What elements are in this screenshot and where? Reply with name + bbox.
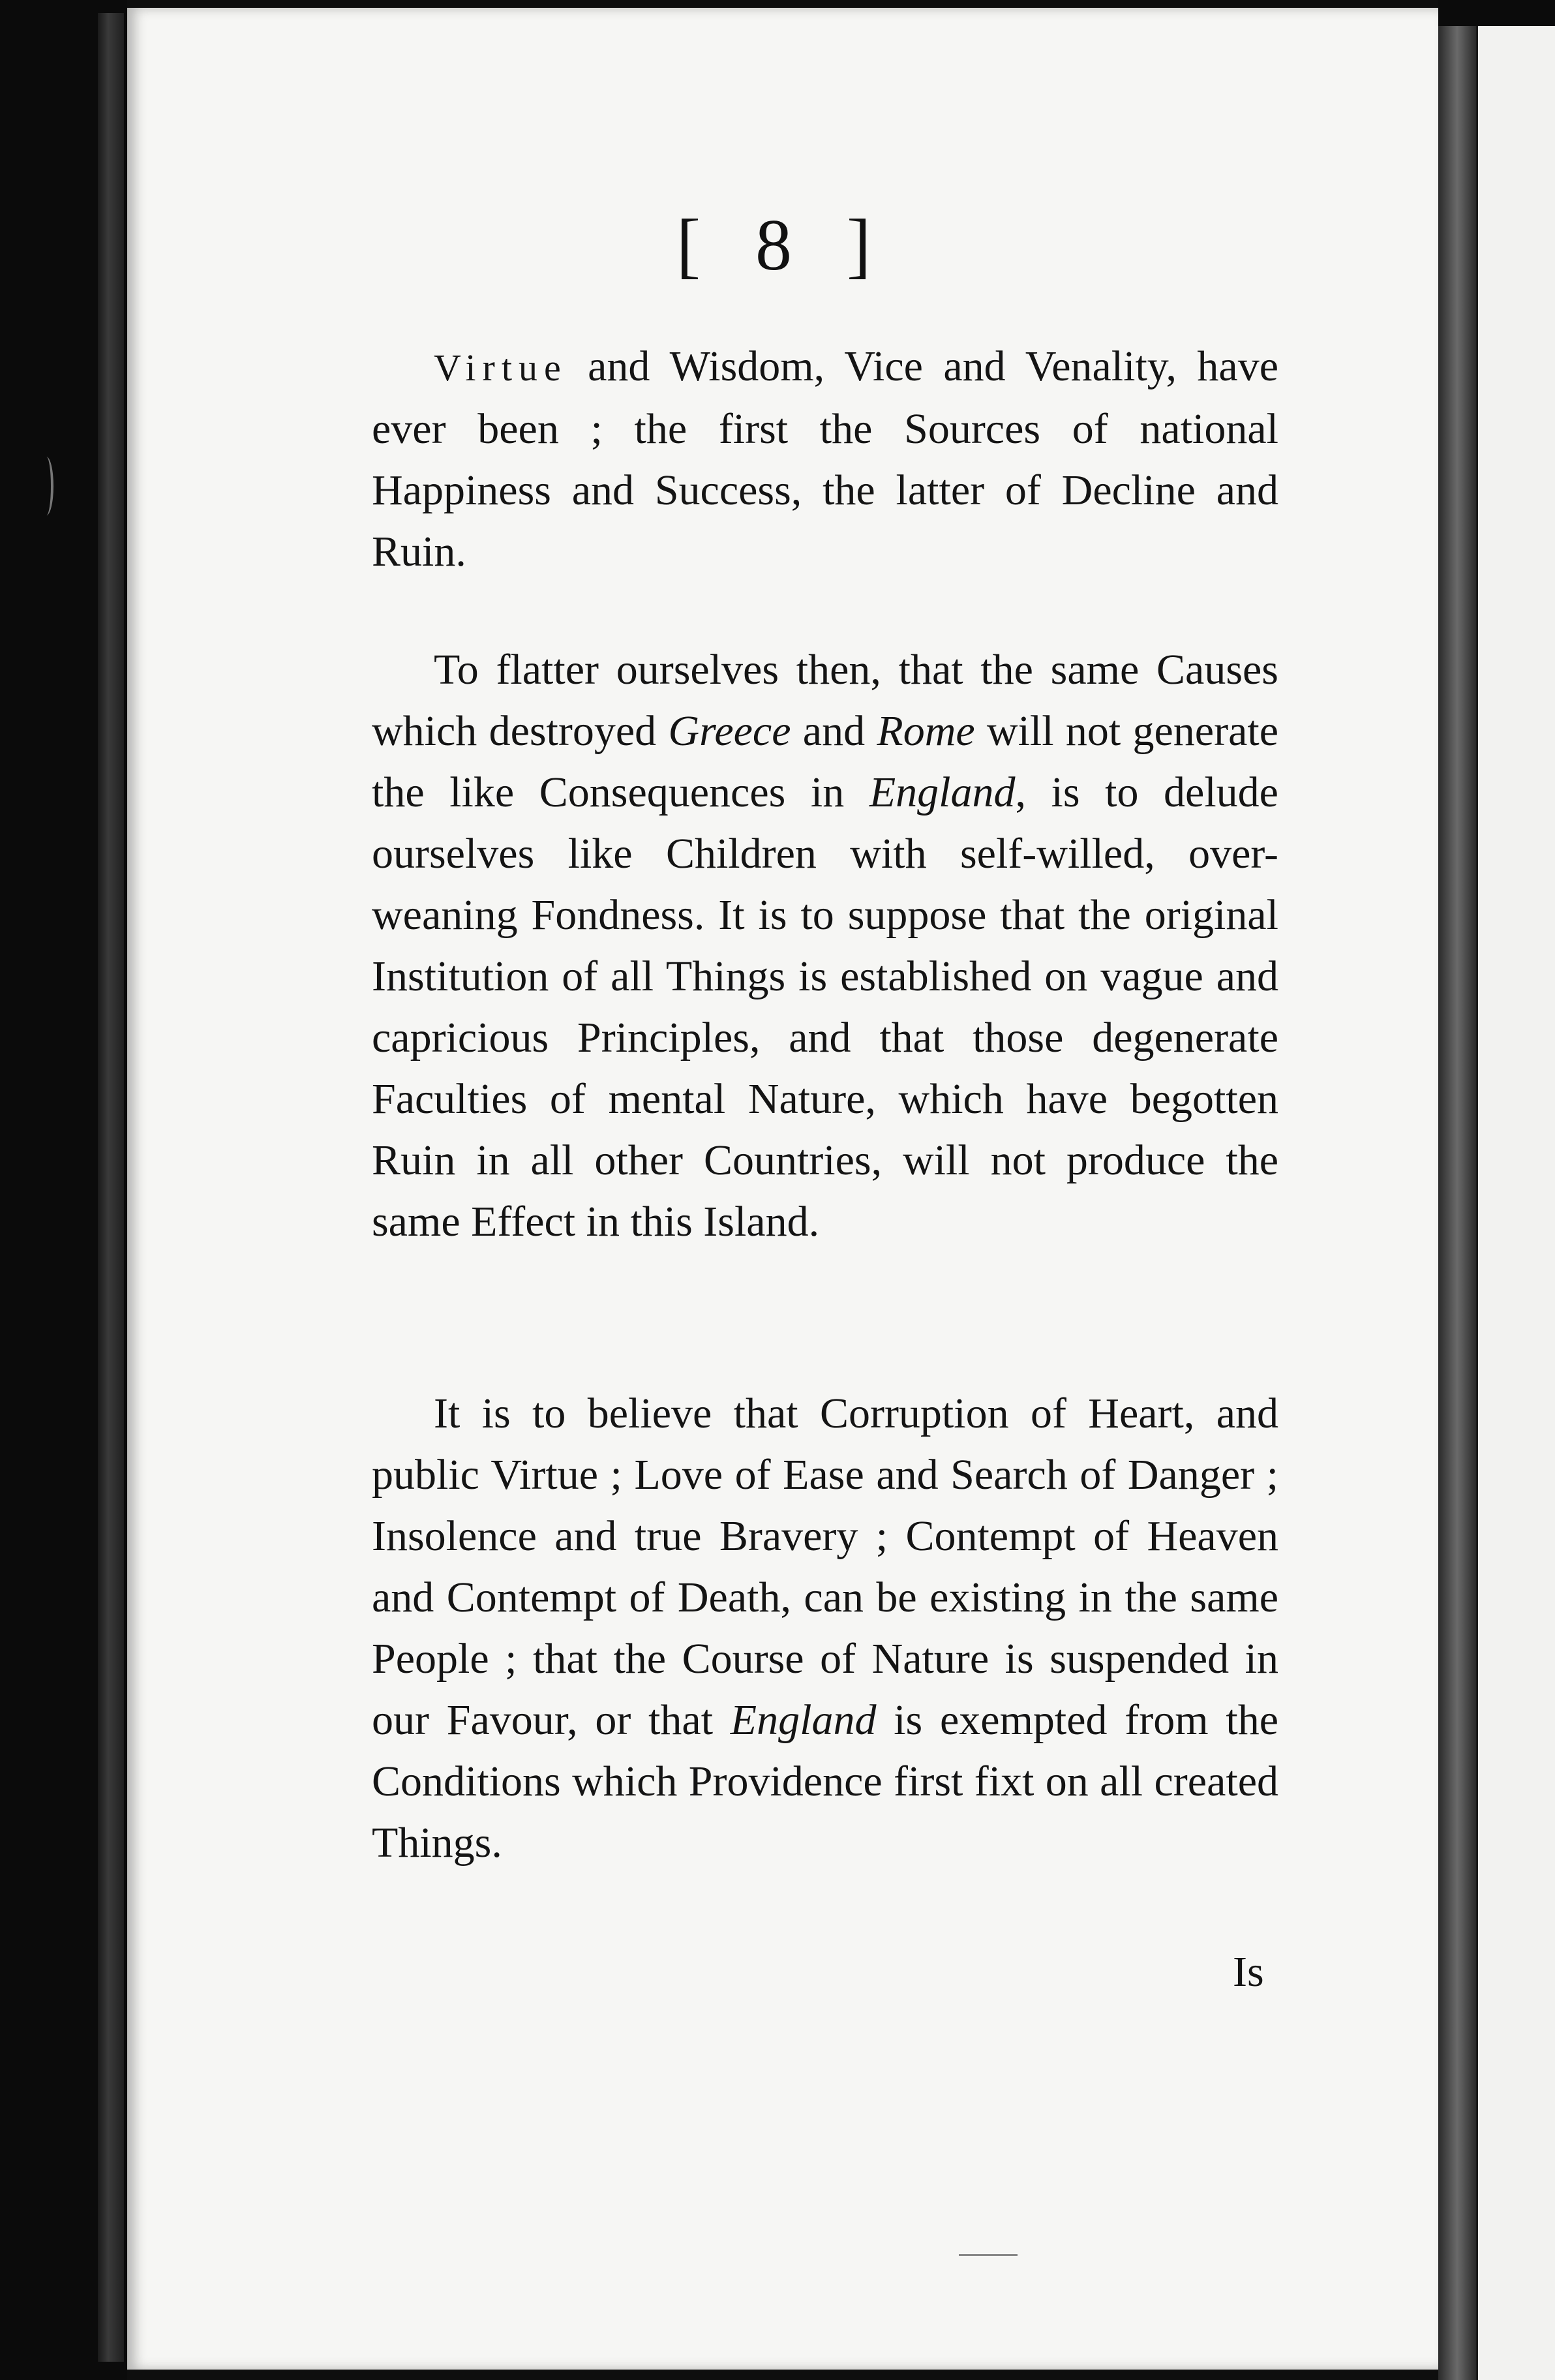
paragraph-text: It is to believe that Corruption of Heart, and public Virtue ; Love of Ease and Search of Danger ; Insolence and true Bravery ; Contempt of Heaven and Contempt of Death, can be existing in the same People ; that the Course of Nature is suspended in our Favour, or that: [372, 1390, 1278, 1744]
italic-text: England: [730, 1696, 877, 1744]
book-page-edge-right: [1438, 26, 1476, 2380]
lead-small-caps: Virtue: [434, 346, 567, 389]
margin-mark: [39, 457, 53, 515]
paragraph-3: [372, 1383, 1278, 1874]
paragraph-text: , is to delude ourselves like Children with self-willed, over-weaning Fondness. It is to suppose that the original Institution of all Things is established on vague and capricious Principles, and that those degenerate Faculties of mental Nature, which have begotten Ruin in all other Countries, will not produce the same Effect in this Island.: [372, 769, 1278, 1245]
book-gutter-edge: [98, 13, 124, 2362]
paragraph-2: [372, 639, 1278, 1253]
paragraph-1-text: and Wisdom, Vice and Venality, have ever been ; the first the Sources of national Happiness and Success, the latter of Decline and Ruin.: [372, 343, 1278, 575]
paragraph-text: is exempted from the Conditions which Providence first fixt on all created Things.: [372, 1696, 1278, 1867]
scan-border-top-right: [1438, 0, 1555, 26]
paragraph-text: and: [791, 707, 877, 755]
italic-text: Rome: [877, 707, 975, 755]
paragraph-text: To flatter ourselves then, that the same Causes which destroyed: [372, 646, 1278, 755]
paragraph-1: [372, 336, 1278, 583]
paragraph-text: will not generate the like Consequences in: [372, 707, 1278, 816]
italic-text: Greece: [668, 707, 791, 755]
page-number: [ 8 ]: [676, 205, 890, 286]
italic-text: England: [869, 769, 1016, 816]
page-mark: [959, 2254, 1018, 2256]
facing-page-sliver: [1476, 26, 1555, 2380]
catchword: Is: [1233, 1948, 1264, 1996]
